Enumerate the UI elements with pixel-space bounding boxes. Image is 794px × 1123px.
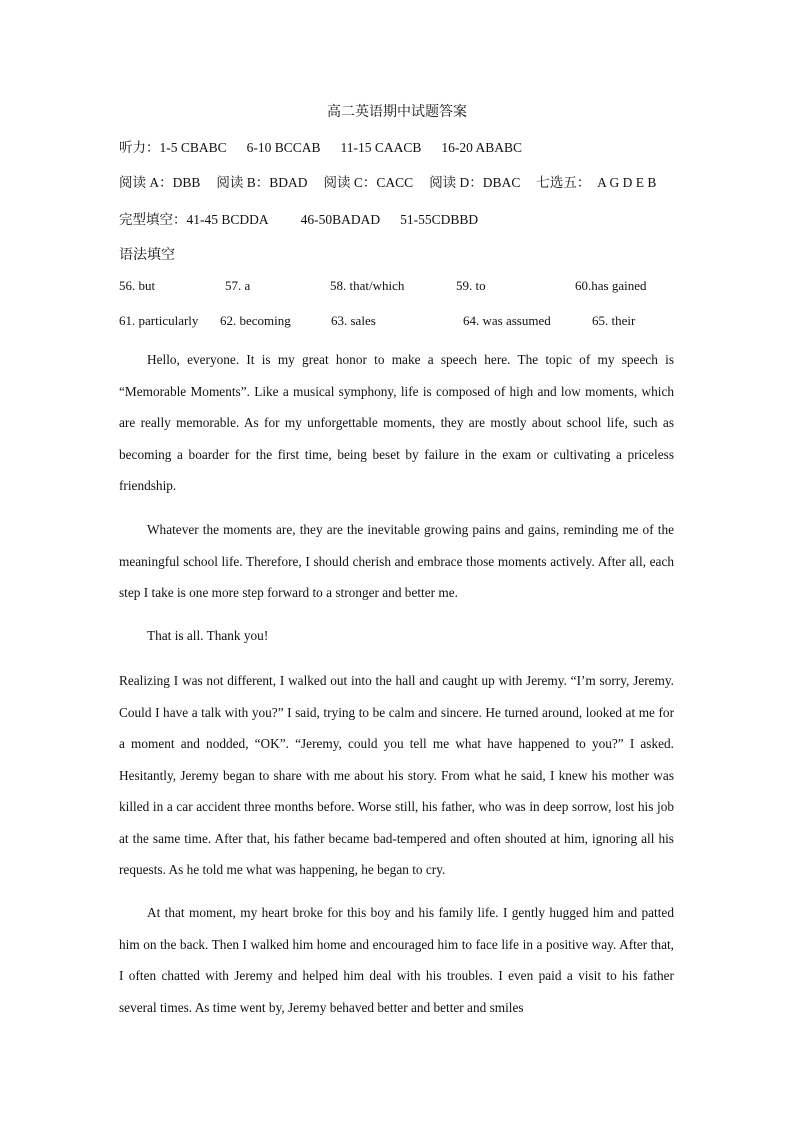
speech-closing: That is all. Thank you! (147, 628, 269, 643)
seven-choose-five: 七选五： A G D E B (536, 175, 657, 190)
cloze-label: 完型填空： (119, 212, 187, 227)
grammar-answer: 56. but (119, 278, 156, 293)
reading-c: 阅读 C：CACC (323, 175, 414, 190)
cloze-answers (119, 208, 478, 228)
speech-paragraph-1: Hello, everyone. It is my great honor to make a speech here. The topic of my speech is “Memorable Moments”. Like a musical symphony, life is composed of high and low moments, which are really memorable. As for my unforgettable moments, they are mostly about school life, such as becoming a boarder for the first time, being beset by failure in the exam or cultivating a priceless friendship. (119, 352, 674, 493)
cloze-answer-1: 41-45 BCDDA (186, 212, 269, 227)
reading-b: 阅读 B：BDAD (216, 175, 308, 190)
grammar-answer: 63. sales (331, 313, 376, 328)
grammar-answer: 59. to (456, 278, 486, 293)
speech-paragraph-2: Whatever the moments are, they are the inevitable growing pains and gains, reminding me of the meaningful school life. Therefore, I should cherish and embrace those moments actively. After all, each step I take is one more step forward to a stronger and better me. (119, 522, 674, 600)
grammar-answer: 61. particularly (119, 313, 199, 328)
reading-a: 阅读 A：DBB (119, 175, 201, 190)
reading-answers (119, 171, 656, 191)
listening-answer-3: 11-15 CAACB (340, 140, 422, 155)
grammar-heading: 语法填空 (119, 248, 175, 263)
page-title: 高二英语期中试题答案 (327, 105, 467, 120)
grammar-answer: 64. was assumed (463, 313, 551, 328)
grammar-answer: 65. their (592, 313, 636, 328)
listening-label: 听力： (119, 140, 160, 155)
listening-answers (119, 136, 522, 156)
listening-answer-4: 16-20 ABABC (441, 140, 523, 155)
listening-answer-1: 1-5 CBABC (159, 140, 227, 155)
story-paragraph-2: At that moment, my heart broke for this boy and his family life. I gently hugged him and patted him on the back. Then I walked him home and encouraged him to face life in a positive way. After that, I often chatted with Jeremy and helped him deal with his troubles. I even paid a visit to his father several times. As time went by, Jeremy behaved better and better and smiles (119, 905, 674, 1015)
reading-d: 阅读 D：DBAC (429, 175, 521, 190)
grammar-answer: 60.has gained (575, 278, 647, 293)
story-paragraph-1: Realizing I was not different, I walked out into the hall and caught up with Jeremy. “I’m sorry, Jeremy. Could I have a talk with you?” I said, trying to be calm and sincere. He turned around, looked at me for a moment and nodded, “OK”. “Jeremy, could you tell me what have happened to you?” I asked. Hesitantly, Jeremy began to share with me about his story. From what he said, I knew his mother was killed in a car accident three months before. Worse still, his father, who was in deep sorrow, lost his job at the same time. After that, his father became bad-tempered and often shouted at him, ignoring all his requests. As he told me what was happening, he began to cry. (119, 673, 674, 877)
grammar-answer: 58. that/which (330, 278, 405, 293)
listening-answer-2: 6-10 BCCAB (246, 140, 321, 155)
grammar-answer: 62. becoming (220, 313, 291, 328)
cloze-answer-2: 46-50BADAD (300, 212, 381, 227)
cloze-answer-3: 51-55CDBBD (400, 212, 479, 227)
grammar-answer: 57. a (225, 278, 251, 293)
